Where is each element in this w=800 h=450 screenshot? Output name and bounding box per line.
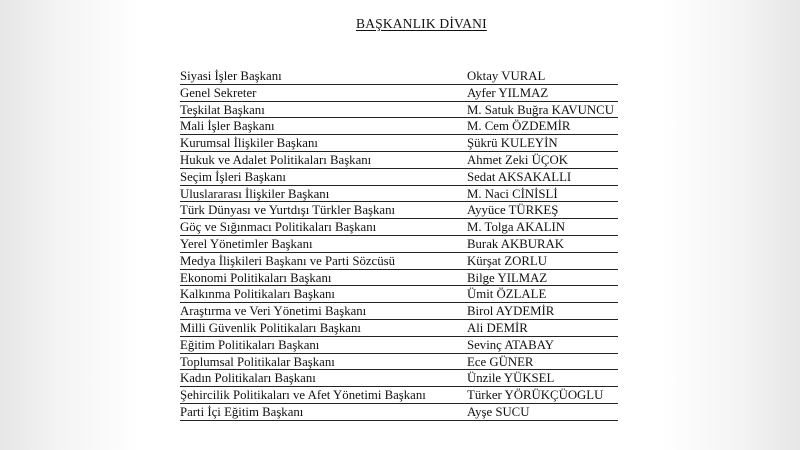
roster-table	[180, 68, 618, 421]
document-title: BAŞKANLIK DİVANI	[356, 16, 487, 31]
roster-row	[180, 286, 618, 303]
role-label: Şehircilik Politikaları ve Afet Yönetimi Başkanı	[180, 388, 426, 403]
role-label: Kadın Politikaları Başkanı	[180, 371, 316, 386]
roster-row	[180, 404, 618, 421]
roster-row	[180, 186, 618, 203]
role-label: Genel Sekreter	[180, 85, 257, 100]
person-name: Ayfer YILMAZ	[467, 85, 549, 100]
role-label: Kalkınma Politikaları Başkanı	[180, 287, 335, 302]
person-name: M. Tolga AKALIN	[467, 220, 566, 235]
person-name: Şükrü KULEYİN	[467, 136, 558, 151]
person-name: Ünzile YÜKSEL	[467, 371, 555, 386]
roster-row	[180, 68, 618, 85]
roster-row	[180, 303, 618, 320]
roster-row	[180, 253, 618, 270]
role-label: Yerel Yönetimler Başkanı	[180, 236, 313, 251]
roster-row	[180, 370, 618, 387]
role-label: Uluslararası İlişkiler Başkanı	[180, 186, 330, 201]
person-name: Türker YÖRÜKÇÜOGLU	[467, 388, 604, 403]
role-label: Teşkilat Başkanı	[180, 102, 265, 117]
person-name: Ayyüce TÜRKEŞ	[467, 203, 559, 218]
roster-row	[180, 337, 618, 354]
roster-row	[180, 270, 618, 287]
person-name: Ümit ÖZLALE	[467, 287, 547, 302]
roster-row	[180, 85, 618, 102]
roster-row	[180, 219, 618, 236]
role-label: Parti İçi Eğitim Başkanı	[180, 404, 304, 419]
person-name: Ahmet Zeki ÜÇOK	[467, 152, 568, 167]
person-name: Oktay VURAL	[467, 69, 546, 83]
roster-row	[180, 387, 618, 404]
role-label: Araştırma ve Veri Yönetimi Başkanı	[180, 304, 367, 319]
person-name: M. Cem ÖZDEMİR	[467, 119, 571, 134]
person-name: Birol AYDEMİR	[467, 304, 555, 319]
role-label: Siyasi İşler Başkanı	[180, 69, 282, 83]
roster-row	[180, 169, 618, 186]
role-label: Seçim İşleri Başkanı	[180, 169, 286, 184]
roster-row	[180, 135, 618, 152]
role-label: Medya İlişkileri Başkanı ve Parti Sözcüsü	[180, 253, 396, 268]
person-name: Bilge YILMAZ	[467, 270, 548, 285]
role-label: Toplumsal Politikalar Başkanı	[180, 354, 335, 369]
roster-row	[180, 202, 618, 219]
role-label: Göç ve Sığınmacı Politikaları Başkanı	[180, 220, 377, 235]
role-label: Milli Güvenlik Politikaları Başkanı	[180, 320, 361, 335]
role-label: Hukuk ve Adalet Politikaları Başkanı	[180, 152, 372, 167]
roster-row	[180, 118, 618, 135]
role-label: Kurumsal İlişkiler Başkanı	[180, 136, 318, 151]
person-name: M. Satuk Buğra KAVUNCU	[467, 102, 614, 117]
person-name: Sevinç ATABAY	[467, 337, 555, 352]
roster-row	[180, 102, 618, 119]
person-name: Ece GÜNER	[467, 354, 534, 369]
person-name: M. Naci CİNİSLİ	[467, 186, 558, 201]
person-name: Burak AKBURAK	[467, 236, 565, 251]
role-label: Mali İşler Başkanı	[180, 119, 275, 134]
roster-row	[180, 354, 618, 371]
roster-row	[180, 236, 618, 253]
roster-row	[180, 152, 618, 169]
role-label: Türk Dünyası ve Yurtdışı Türkler Başkanı	[180, 203, 396, 218]
role-label: Eğitim Politikaları Başkanı	[180, 337, 320, 352]
person-name: Kürşat ZORLU	[467, 253, 547, 268]
person-name: Ali DEMİR	[467, 320, 528, 335]
roster-row	[180, 320, 618, 337]
person-name: Ayşe SUCU	[467, 404, 530, 419]
role-label: Ekonomi Politikaları Başkanı	[180, 270, 332, 285]
person-name: Sedat AKSAKALLI	[467, 169, 572, 184]
